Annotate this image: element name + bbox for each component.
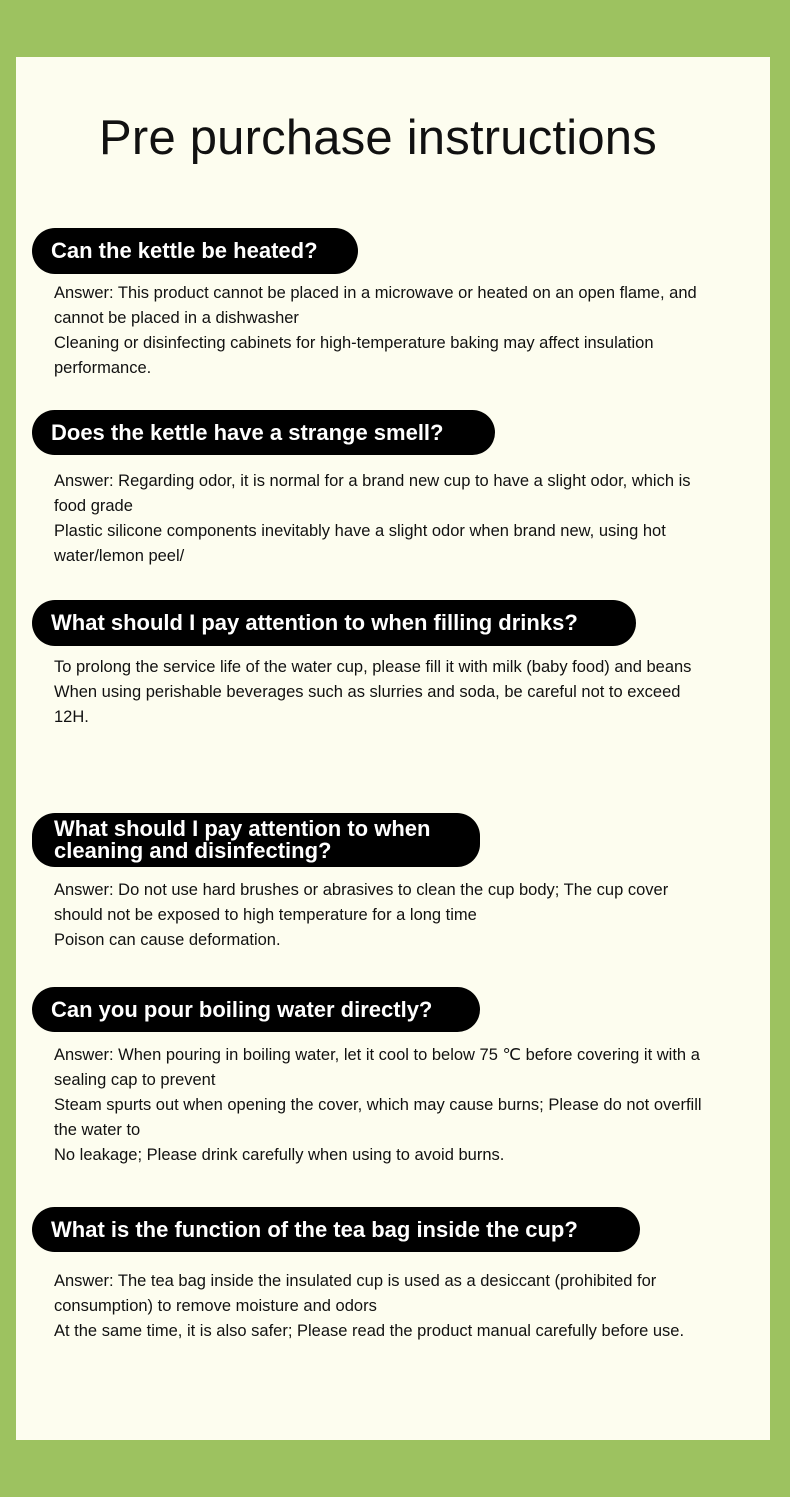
faq-answer-6-line-1: Answer: The tea bag inside the insulated cup is used as a desiccant (prohibited for consumption) to remove moisture and odors: [54, 1272, 657, 1315]
faq-answer-1: [54, 281, 714, 381]
faq-question-6: What is the function of the tea bag inside the cup?: [32, 1207, 640, 1252]
faq-answer-5-line-1: Answer: When pouring in boiling water, let it cool to below 75 ℃ before covering it with a sealing cap to prevent: [54, 1046, 700, 1089]
faq-answer-2: [54, 469, 714, 569]
faq-answer-5-line-2: Steam spurts out when opening the cover, which may cause burns; Please do not overfill the water to: [54, 1096, 702, 1139]
faq-question-1: Can the kettle be heated?: [32, 228, 358, 274]
faq-answer-5: [54, 1043, 714, 1168]
faq-answer-3-line-2: When using perishable beverages such as slurries and soda, be careful not to exceed 12H.: [54, 683, 681, 726]
faq-answer-3-line-1: To prolong the service life of the water cup, please fill it with milk (baby food) and beans: [54, 658, 692, 676]
faq-answer-4: [54, 878, 714, 953]
faq-question-3: What should I pay attention to when filling drinks?: [32, 600, 636, 646]
faq-answer-4-line-1: Answer: Do not use hard brushes or abrasives to clean the cup body; The cup cover should not be exposed to high temperature for a long time: [54, 881, 669, 924]
faq-answer-1-line-2: Cleaning or disinfecting cabinets for high-temperature baking may affect insulation performance.: [54, 334, 654, 377]
page-title: Pre purchase instructions: [99, 111, 657, 165]
faq-answer-6-line-2: At the same time, it is also safer; Please read the product manual carefully before use.: [54, 1322, 685, 1340]
faq-question-2: Does the kettle have a strange smell?: [32, 410, 495, 455]
faq-answer-3: [54, 655, 714, 730]
faq-answer-5-line-3: No leakage; Please drink carefully when using to avoid burns.: [54, 1146, 505, 1164]
faq-question-4: What should I pay attention to when cleaning and disinfecting?: [32, 813, 480, 867]
faq-answer-6: [54, 1269, 714, 1344]
faq-answer-1-line-1: Answer: This product cannot be placed in a microwave or heated on an open flame, and cannot be placed in a dishwasher: [54, 284, 697, 327]
faq-answer-4-line-2: Poison can cause deformation.: [54, 931, 281, 949]
faq-question-5: Can you pour boiling water directly?: [32, 987, 480, 1032]
faq-answer-2-line-1: Answer: Regarding odor, it is normal for a brand new cup to have a slight odor, which is food grade: [54, 472, 691, 515]
faq-answer-2-line-2: Plastic silicone components inevitably have a slight odor when brand new, using hot water/lemon peel/: [54, 522, 666, 565]
